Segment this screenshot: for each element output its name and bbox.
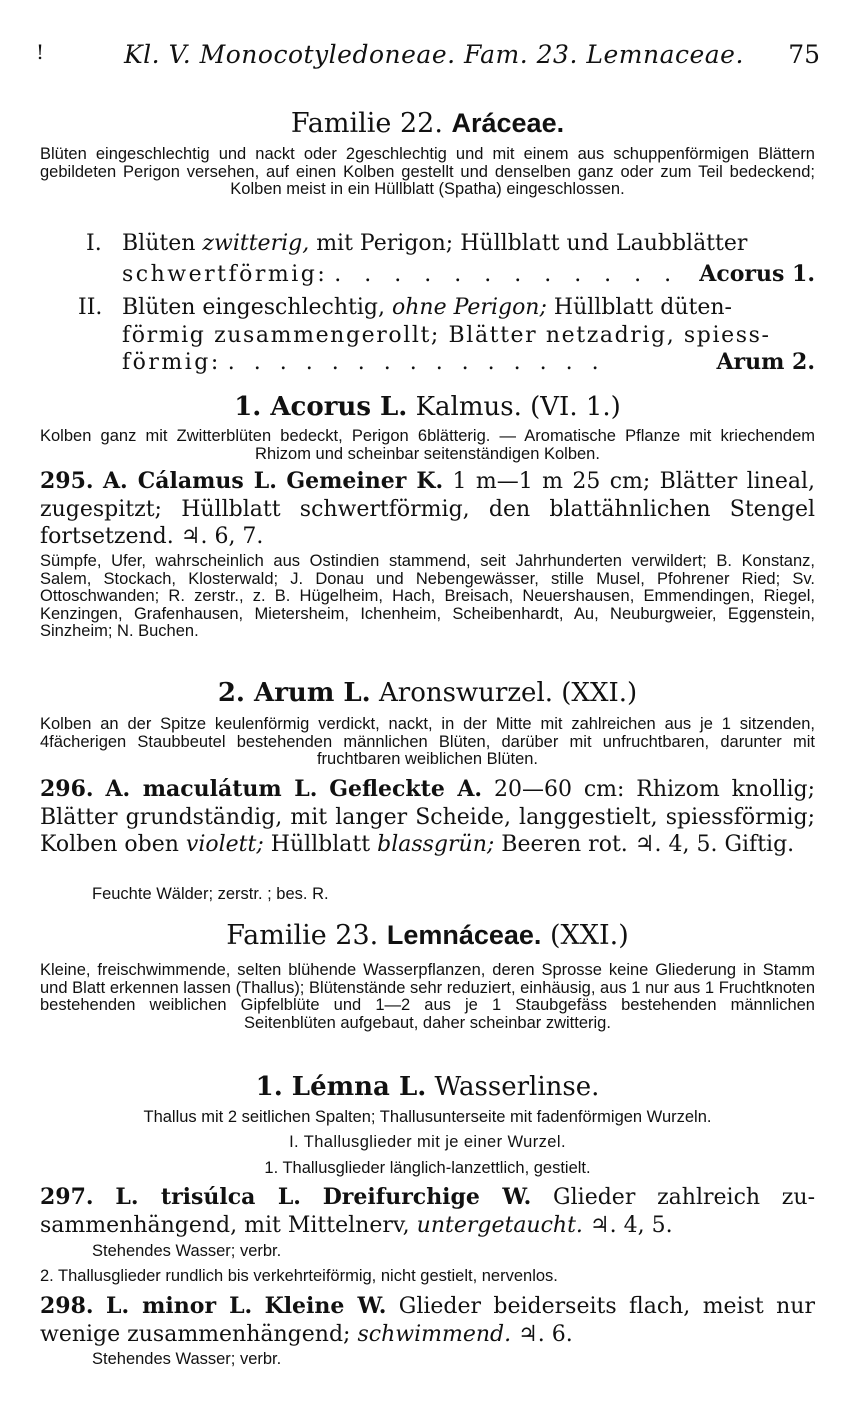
genus-lemna-common: Wasserlinse.: [434, 1072, 600, 1102]
genus-arum-common: Aronswurzel. (XXI.): [378, 678, 638, 708]
species-text-a: meist nur wenige zusammenhängend;: [40, 1294, 815, 1347]
species-298-habitat: Stehendes Wasser; verbr.: [92, 1350, 282, 1368]
species-text-italic-2: blassgrün;: [377, 832, 495, 857]
species-text-line1: 20—60 cm: Rhizom: [493, 777, 720, 802]
key-leader-dots: . . . . . . . . . . . .: [334, 262, 680, 287]
family-22-name: Aráceae.: [451, 108, 565, 138]
genus-acorus-name: 1. Acorus L.: [234, 392, 408, 422]
species-number: 298.: [40, 1293, 94, 1319]
species-297-entry: [40, 1184, 815, 1239]
genus-acorus-common: Kalmus. (VI. 1.): [415, 392, 621, 422]
species-latin-name: L. trisúlca L.: [115, 1184, 301, 1210]
species-295-habitat: Sümpfe, Ufer, wahrscheinlich aus Ostindien stammend, seit Jahrhunderten verwildert; B. Konstanz, Salem, Stockach, Klosterwald; J. Donau und Nebengewässer, stille Musel, Pfohrener Ried; Sv. Ottoschwanden; R. zerstr., z. B. Hügelheim, Hach, Breisach, Neuershausen, Emmendingen, Riegel, Kenzingen, Grafenhausen, Mietersheim, Ichenheim, Scheibenhardt, Au, Neuburgweier, Eggenstein, Sinzheim; N. Buchen.: [40, 552, 815, 641]
species-german-name: Gefleckte A.: [329, 776, 483, 802]
key-line-2: förmig zusammengerollt; Blätter netzadrig, spiess-: [122, 323, 771, 348]
key-continuation: [122, 349, 815, 376]
key-text: [122, 230, 815, 257]
key-entry-arum: [40, 294, 815, 382]
species-latin-name: A. Cálamus L.: [102, 468, 277, 494]
key-line-3: förmig:: [122, 350, 221, 375]
running-title: Kl. V. Monocotyledoneae. Fam. 23. Lemnaceae.: [124, 40, 744, 69]
species-text-line1: Glieder beiderseits flach,: [398, 1294, 691, 1319]
species-latin-name: L. minor L.: [105, 1293, 253, 1319]
species-text-italic: schwimmend.: [357, 1321, 512, 1347]
family-22-description: Blüten eingeschlechtig und nackt oder 2geschlechtig und mit einem aus schuppenförmigen Blättern gebildeten Perigon versehen, auf einen Kolben gestellt und denselben ganz oder zum Teil bedeckend; Kolben meist in ein Hüllblatt (Spatha) eingeschlossen.: [40, 145, 815, 199]
genus-acorus-description: Kolben ganz mit Zwitterblüten bedeckt, Perigon 6blätterig. — Aromatische Pflanze mit kriechendem Rhizom und scheinbar seitenständigen Kolben.: [40, 427, 815, 463]
family-23-name: Lemnáceae.: [386, 920, 542, 950]
genus-acorus-heading: [40, 390, 815, 424]
key-numeral: II.: [78, 295, 103, 320]
species-296-habitat: Feuchte Wälder; zerstr. ; bes. R.: [92, 885, 329, 903]
species-number: 295.: [40, 468, 94, 494]
species-text-b: ♃. 6.: [511, 1321, 573, 1347]
genus-arum-name: 2. Arum L.: [217, 678, 371, 708]
page-number: 75: [788, 40, 820, 69]
family-23-number: Familie 23.: [226, 920, 379, 951]
genus-arum-heading: [40, 676, 815, 710]
genus-lemna-description: Thallus mit 2 seitlichen Spalten; Thallusunterseite mit fadenförmigen Wurzeln.: [143, 1108, 712, 1126]
species-german-name: Kleine W.: [264, 1293, 387, 1319]
species-text-italic: untergetaucht.: [416, 1212, 583, 1238]
species-text-b: Hüllblatt: [263, 832, 378, 857]
key-text-b: mit Perigon; Hüllblatt und Laubblätter: [309, 231, 748, 256]
key-text-a: Blüten: [122, 231, 203, 256]
key-text-b: Hüllblatt düten-: [546, 295, 732, 320]
key-continuation: [122, 261, 815, 288]
species-text: lineal, zugespitzt; Hüllblatt schwertförmig, den blattähnlichen Stengel fortsetzend. ♃. 6, 7.: [40, 469, 815, 549]
key-text-italic: ohne Perigon;: [392, 295, 547, 320]
species-german-name: Dreifurchige W.: [322, 1184, 532, 1210]
genus-lemna-heading: [40, 1070, 815, 1104]
key-lemna-1: I. Thallusglieder mit je einer Wurzel.: [289, 1133, 566, 1151]
species-text-a: knollig; Blätter grundständig, mit langer Scheide, langgestielt, spiessförmig; Kolben oben: [40, 777, 815, 857]
species-german-name: Gemeiner K.: [286, 468, 444, 494]
family-23-description: Kleine, freischwimmende, selten blühende Wasserpflanzen, deren Sprosse keine Gliederung in Stamm und Blatt erkennen lassen (Thallus); Blütenstände sehr reduziert, einhäusig, aus 1 nur aus 1 Fruchtknoten bestehenden weiblichen Gipfelblüte und 1—2 aus je 1 Staubgefäss bestehenden männlichen Seitenblüten aufgebaut, daher scheinbar zwitterig.: [40, 961, 815, 1032]
genus-lemna-name: 1. Lémna L.: [255, 1072, 427, 1102]
species-text-italic-1: violett;: [185, 832, 264, 857]
family-23-heading: [40, 918, 815, 953]
key-entry-acorus: [40, 230, 815, 290]
species-text-line1: 1 m—1 m 25 cm; Blätter: [452, 469, 738, 494]
key-text-a: Blüten eingeschlechtig,: [122, 295, 392, 320]
species-latin-name: A. maculátum L.: [105, 776, 318, 802]
family-22-heading: [40, 106, 815, 141]
species-295-entry: [40, 468, 815, 551]
key-lemna-1-2: 2. Thallusglieder rundlich bis verkehrteiförmig, nicht gestielt, nervenlos.: [40, 1267, 558, 1285]
species-298-entry: [40, 1293, 815, 1348]
key-numeral: I.: [86, 231, 102, 256]
species-number: 297.: [40, 1184, 94, 1210]
margin-mark: !: [36, 40, 45, 64]
species-text-c: Beeren rot. ♃. 4, 5. Giftig.: [494, 832, 795, 857]
key-text: [122, 294, 815, 321]
family-22-number: Familie 22.: [290, 108, 443, 139]
family-23-class: (XXI.): [550, 920, 629, 951]
key-line-2: schwertförmig:: [122, 262, 328, 287]
key-leader-dots: . . . . . . . . . . . . . . .: [227, 350, 605, 375]
key-result: Acorus 1.: [699, 261, 815, 287]
key-result: Arum 2.: [716, 349, 815, 375]
species-number: 296.: [40, 776, 94, 802]
species-text-b: ♃. 4, 5.: [582, 1212, 673, 1238]
species-text-line1: Glieder zahlreich zu-: [553, 1185, 816, 1210]
species-text-a: sammenhängend, mit Mittelnerv,: [40, 1212, 417, 1238]
running-head: [30, 40, 820, 74]
key-text-italic: zwitterig,: [202, 231, 310, 256]
species-297-habitat: Stehendes Wasser; verbr.: [92, 1242, 282, 1260]
key-lemna-1-1: 1. Thallusglieder länglich-lanzettlich, gestielt.: [264, 1159, 591, 1177]
genus-arum-description: Kolben an der Spitze keulenförmig verdickt, nackt, in der Mitte mit zahlreichen aus je 1 sitzenden, 4fächerigen Staubbeutel bestehenden männlichen Blüten, darüber mit unfruchtbaren, darunter mit fruchtbaren weiblichen Blüten.: [40, 715, 815, 769]
species-296-entry: [40, 776, 815, 859]
